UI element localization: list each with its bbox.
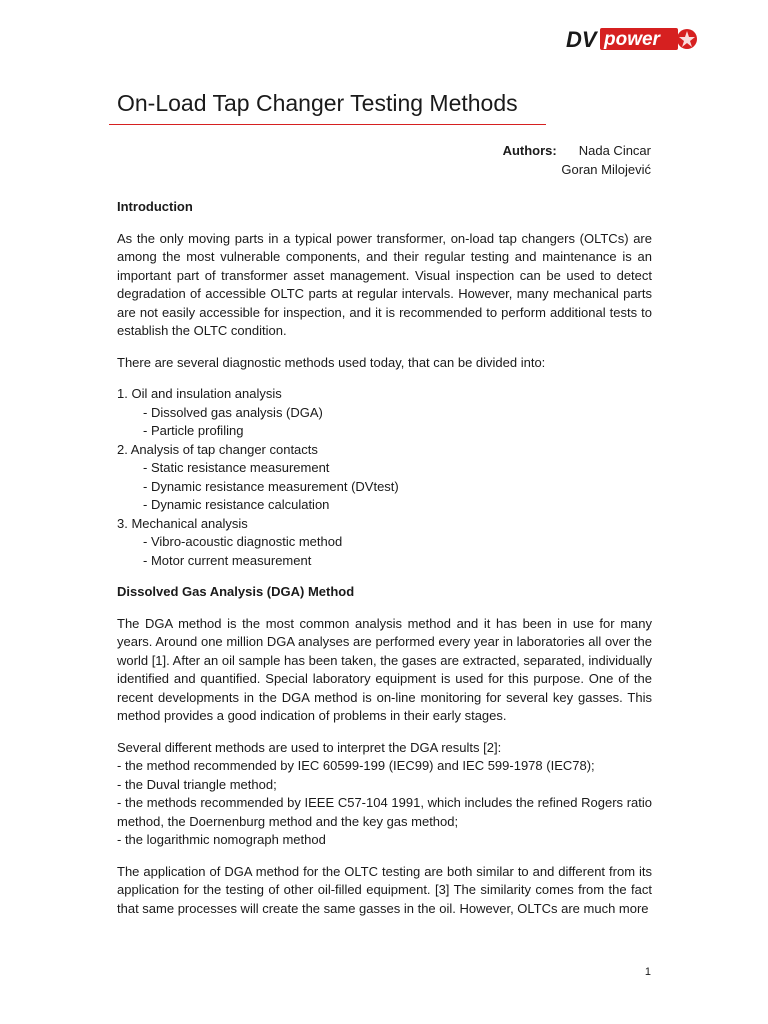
author-name: Goran Milojević [561, 162, 651, 177]
dga-paragraph: The application of DGA method for the OLTC testing are both similar to and different from its application for the testing of other oil-filled equipment. [3] The similarity comes from the fact that same processes will create the same gasses in the oil. However, OLTCs are much more [117, 863, 652, 916]
list-item: - Vibro-acoustic diagnostic method [143, 534, 343, 549]
intro-paragraph: As the only moving parts in a typical power transformer, on-load tap changers (OLTCs) are among the most vulnerable components, and their regular testing and maintenance is an important part of transformer asset management. Visual inspection can be used to detect degradation of accessible OLTC parts at regular intervals. However, many mechanical parts are not easily accessible for inspection, and it is recommended to perform additional tests to establish the OLTC condition. [117, 230, 652, 338]
list-item: 1. Oil and insulation analysis [117, 386, 282, 401]
svg-text:power: power [604, 29, 660, 50]
list-item: - Static resistance measurement [143, 460, 330, 475]
dvpower-logo [566, 26, 698, 52]
dga-paragraph: The DGA method is the most common analysis method and it has been in use for many years. Around one million DGA analyses are performed every year in laboratories all over the world [1]. After an oil sample has been taken, the gases are extracted, separated, individually identified and quantified. Special laboratory equipment is used for this purpose. One of the recent developments in the DGA method is on-line monitoring for several key gasses. This method provides a good indication of problems in their early stages. [117, 615, 652, 723]
page-number: 1 [644, 966, 651, 978]
list-item: - Dissolved gas analysis (DGA) [143, 404, 323, 420]
dga-heading: Dissolved Gas Analysis (DGA) Method [117, 584, 355, 599]
list-item: Several different methods are used to interpret the DGA results [2]: [117, 739, 502, 755]
authors-block [351, 141, 651, 179]
list-item: - the Duval triangle method; [117, 776, 277, 792]
list-item: 3. Mechanical analysis [117, 515, 248, 531]
methods-list [117, 385, 652, 570]
list-item: - Motor current measurement [143, 552, 312, 568]
list-item: - the methods recommended by IEEE C57-104 1991, which includes the refined Rogers ratio method, the Doernenburg method and the key gas method; [117, 795, 652, 829]
intro-heading: Introduction [117, 199, 193, 214]
list-item: - the logarithmic nomograph method [117, 832, 326, 847]
document-body [117, 198, 652, 931]
list-item: 2. Analysis of tap changer contacts [117, 441, 318, 457]
intro-paragraph: There are several diagnostic methods used today, that can be divided into: [117, 354, 546, 370]
svg-text:DV: DV [566, 27, 597, 52]
dga-methods-list [117, 739, 652, 850]
list-item: - Dynamic resistance calculation [143, 497, 330, 512]
list-item: - Dynamic resistance measurement (DVtest) [143, 478, 399, 494]
authors-label: Authors: [502, 143, 557, 158]
author-name: Nada Cincar [578, 143, 651, 158]
title-underline [109, 124, 546, 125]
list-item: - Particle profiling [143, 423, 244, 438]
page-title: On-Load Tap Changer Testing Methods [117, 90, 518, 116]
list-item: - the method recommended by IEC 60599-199 (IEC99) and IEC 599-1978 (IEC78); [117, 758, 595, 773]
